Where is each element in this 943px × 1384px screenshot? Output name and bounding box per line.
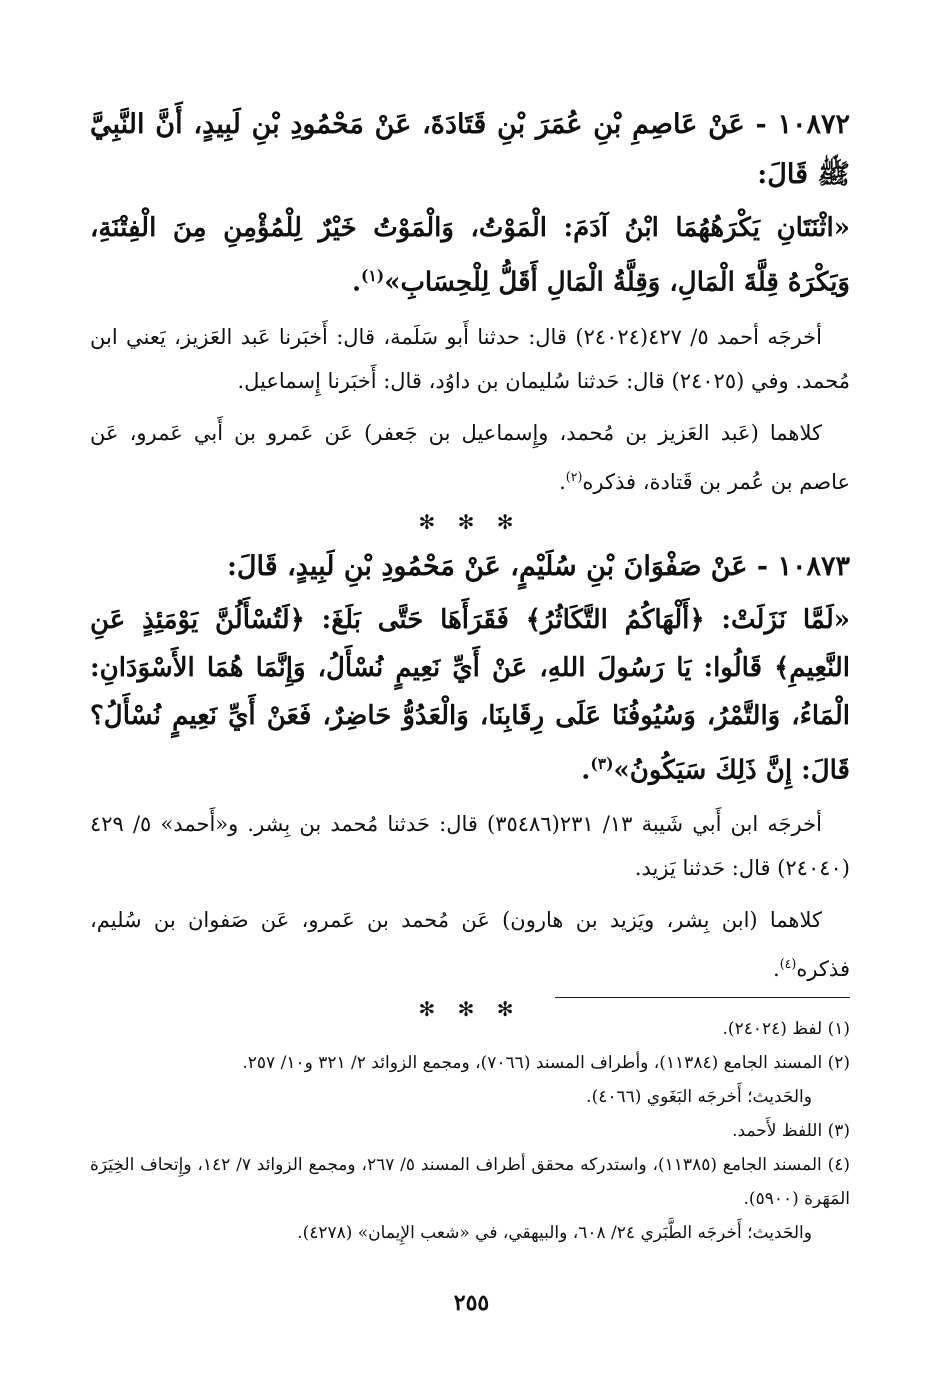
footnote-1: (١) لفظ (٢٤٠٢٤). — [722, 1019, 850, 1039]
hadith-10872-text: «اثْنَتَانِ يَكْرَهُهُمَا ابْنُ آدَمَ: الْمَوْتُ، وَالْمَوْتُ خَيْرٌ لِلْمُؤْمِنِ مِنَ الْفِتْنَةِ، وَيَكْرَهُ قِلَّةَ الْمَالِ، وَقِلَّةُ الْمَالِ أَقَلُّ لِلْحِسَابِ»$^{(١)}$. — [90, 213, 850, 298]
hadith-10873-takhrij-2: كلاهما (ابن بِشر، ويَزيد بن هارون) عَن مُحمد بن عَمرو، عَن صَفوان بن سُليم، فذكره$^{(٤)}$. — [90, 908, 850, 982]
hadith-10872-heading: ١٠٨٧٢ - عَنْ عَاصِمِ بْنِ عُمَرَ بْنِ قَتَادَةَ، عَنْ مَحْمُودِ بْنِ لَبِيدٍ، أَنَّ النَّبِيَّ ﷺ قَالَ: — [90, 109, 850, 190]
hadith-10873-heading: ١٠٨٧٣ - عَنْ صَفْوَانَ بْنِ سُلَيْمٍ، عَنْ مَحْمُودِ بْنِ لَبِيدٍ، قَالَ: — [226, 550, 850, 582]
hadith-10872-takhrij-1: أخرجَه أحمد ٥/ ٤٢٧(٢٤٠٢٤) قال: حدثنا أَبو سَلَمة، قال: أَخبَرنا عَبد العَزيز، يَعني ابن مُحمد. وفي (٢٤٠٢٥) قال: حَدثنا سُليمان بن داوُد، قال: أَخبَرنا إِسماعيل. — [90, 324, 850, 393]
footnote-divider — [555, 997, 850, 998]
page-number: ٢٥٥ — [453, 1290, 490, 1316]
section-separator-1: ✻ ✻ ✻ — [418, 509, 522, 534]
hadith-10872-takhrij-2-text: كلاهما (عَبد العَزيز بن مُحمد، وإِسماعيل بن جَعفر) عَن عَمرو بن أَبي عَمرو، عَن عاصم بن عُمر بن قَتادة، فذكره — [90, 420, 850, 494]
footnote-2: (٢) المسند الجامع (١١٣٨٤)، وأطراف المسند (٧٠٦٦)، ومجمع الزوائد ٢/ ٣٢١ و١٠/ ٢٥٧. — [242, 1053, 850, 1073]
footnote-ref-3[interactable]: (٣) — [590, 753, 614, 773]
footnote-ref-1[interactable]: (١) — [361, 266, 385, 285]
footnote-ref-4[interactable]: (٤) — [779, 956, 797, 972]
hadith-10873-takhrij-2-text: كلاهما (ابن بِشر، ويَزيد بن هارون) عَن مُحمد بن عَمرو، عَن صَفوان بن سُليم، فذكره — [90, 908, 850, 982]
page-body — [90, 100, 850, 1029]
hadith-10873-text: «لَمَّا نَزَلَتْ: ﴿أَلْهَاكُمُ التَّكَاثُرُ﴾ فَقَرَأَهَا حَتَّى بَلَغَ: ﴿لَتُسْأَلُنَّ يَوْمَئِذٍ عَنِ النَّعِيمِ﴾ قَالُوا: يَا رَسُولَ اللهِ، عَنْ أَيِّ نَعِيمٍ نُسْأَلُ، وَإِنَّمَا هُمَا الأَسْوَدَانِ: الْمَاءُ، وَالتَّمْرُ، وَسُيُوفُنَا عَلَى رِقَابِنَا، وَالْعَدُوُّ حَاضِرٌ، فَعَنْ أَيِّ نَعِيمٍ نُسْأَلُ؟ قَالَ: إِنَّ ذَلِكَ سَيَكُونُ»$^{(٣)}$. — [90, 604, 850, 786]
footnote-ref-2[interactable]: (٢) — [565, 468, 583, 484]
footnote-4: (٤) المسند الجامع (١١٣٨٥)، واستدركه محقق أطراف المسند ٥/ ٢٦٧، ومجمع الزوائد ٧/ ١٤٢، وإِتحاف الخِيَرَة المَهَرة (٥٩٠٠). — [90, 1155, 850, 1209]
footnote-3: (٣) اللفظ لأَحمد. — [732, 1121, 850, 1141]
hadith-10872-takhrij-2: كلاهما (عَبد العَزيز بن مُحمد، وإِسماعيل بن جَعفر) عَن عَمرو بن أَبي عَمرو، عَن عاصم بن عُمر بن قَتادة، فذكره$^{(٢)}$. — [90, 420, 850, 494]
footnote-2-continuation: والحَديث؛ أَخرجَه البَغَوي (٤٠٦٦). — [586, 1087, 812, 1107]
hadith-10873-matn: «لَمَّا نَزَلَتْ: ﴿أَلْهَاكُمُ التَّكَاثُرُ﴾ فَقَرَأَهَا حَتَّى بَلَغَ: ﴿لَتُسْأَلُنَّ يَوْمَئِذٍ عَنِ النَّعِيمِ﴾ قَالُوا: يَا رَسُولَ اللهِ، عَنْ أَيِّ نَعِيمٍ نُسْأَلُ، وَإِنَّمَا هُمَا الأَسْوَدَانِ: الْمَاءُ، وَالتَّمْرُ، وَسُيُوفُنَا عَلَى رِقَابِنَا، وَالْعَدُوُّ حَاضِرٌ، فَعَنْ أَيِّ نَعِيمٍ نُسْأَلُ؟ قَالَ: إِنَّ ذَلِكَ سَيَكُونُ» — [90, 604, 850, 786]
footnotes — [90, 1012, 850, 1250]
hadith-10873-takhrij-1: أخرجَه ابن أَبي شَيبة ١٣/ ٢٣١(٣٥٤٨٦) قال: حَدثنا مُحمد بن بِشر. و«أَحمد» ٥/ ٤٢٩ (٢٤٠٤٠) قال: حَدثنا يَزيد. — [90, 812, 850, 881]
footnote-4-continuation: والحَديث؛ أَخرجَه الطَّبَري ٢٤/ ٦٠٨، والبيهقي، في «شعب الإِيمان» (٤٢٧٨). — [297, 1223, 812, 1243]
section-separator-2: ✻ ✻ ✻ — [418, 997, 522, 1022]
hadith-10872-matn: «اثْنَتَانِ يَكْرَهُهُمَا ابْنُ آدَمَ: الْمَوْتُ، وَالْمَوْتُ خَيْرٌ لِلْمُؤْمِنِ مِنَ الْفِتْنَةِ، وَيَكْرَهُ قِلَّةَ الْمَالِ، وَقِلَّةُ الْمَالِ أَقَلُّ لِلْحِسَابِ» — [90, 213, 850, 298]
